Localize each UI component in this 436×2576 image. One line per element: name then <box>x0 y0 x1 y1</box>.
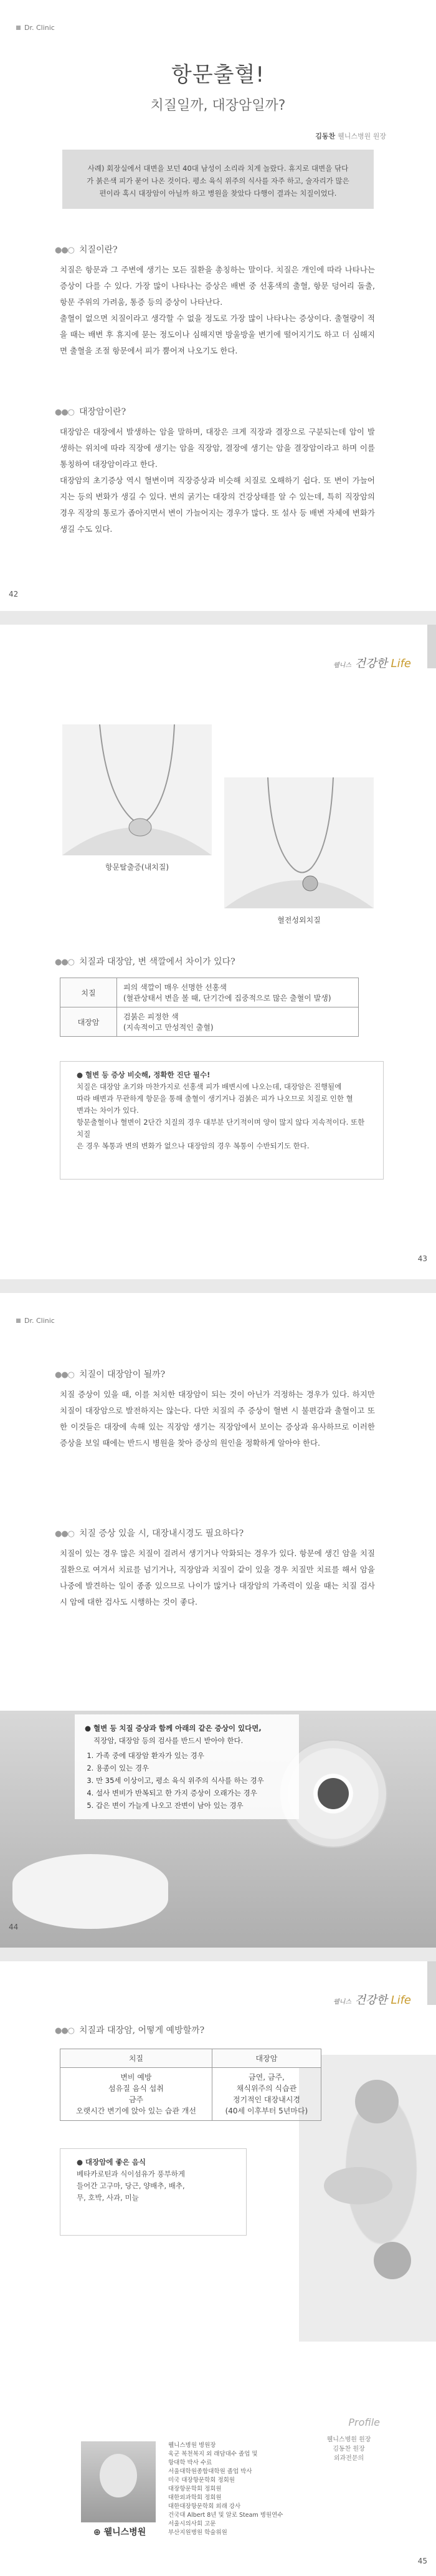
table-cell <box>212 2068 321 2121</box>
profile-side-line: 웰니스병원 원장 <box>326 2436 371 2443</box>
warning-title-text: 혈변 등 치질 증상과 함께 아래의 같은 증상이 있다면, <box>93 1724 262 1733</box>
cell-line: 섬유질 음식 섭취 <box>108 2084 164 2093</box>
row-value <box>117 1007 359 1037</box>
bathroom-photo <box>0 1711 436 1948</box>
compare1-table <box>60 978 359 1037</box>
section-heading-text: 치질과 대장암, 변 색깔에서 차이가 있다? <box>79 957 235 967</box>
paragraph: 대장암은 대장에서 발생하는 암을 말하며, 대장은 크게 직장과 결장으로 구분되는데 암이 발생하는 위치에 따라 직장에 생기는 암을 직장암, 결장에 생기는 암을 결장암이라고 하며 이를 통칭하여 대장암이라고 한다. <box>60 427 375 469</box>
column-header: 치질 <box>60 2049 212 2068</box>
list-item: 2. 용종이 있는 경우 <box>96 1762 289 1774</box>
note-line: 은 경우 복통과 변의 변화가 없으나 대장암의 경우 복통이 수반되기도 한다. <box>77 1141 310 1150</box>
brand-life: Life <box>391 1994 411 2007</box>
corner-bar <box>427 1961 436 2005</box>
food-title-text: 대장암에 좋은 음식 <box>85 2158 146 2166</box>
table-row <box>60 2068 321 2121</box>
toilet-image <box>12 1854 168 1929</box>
career-line: 서울시의사회 고문 <box>168 2521 216 2527</box>
list-item: 5. 갑은 변이 가늘게 나오고 잔변이 남아 있는 경우 <box>96 1799 289 1812</box>
note-title-text: 혈변 등 증상 비슷해, 정확한 진단 필수! <box>85 1070 211 1079</box>
section-heading-colon-cancer <box>55 405 126 418</box>
intro-box <box>62 150 374 209</box>
hospital-logo-icon: ⊕ <box>93 2527 104 2537</box>
tomato-shape <box>355 2080 399 2123</box>
section-body-colonoscopy: 치질이 있는 경우 많은 치질이 걸려서 생기거나 악화되는 경우가 있다. 항문에 생긴 암을 치질 질환으로 여겨서 치료를 넘기거나, 직장암과 치질이 같이 있을 경우 치질만 치료를 해서 암을 나중에 발견하는 일이 종종 있으므로 나이가 많거나 대장암의 가족력이 있을 때는 치질 검사 시 암에 대한 검사도 시행하는 것이 좋다. <box>60 1549 375 1607</box>
list-item: 1. 가족 중에 대장암 환자가 있는 경우 <box>96 1749 289 1762</box>
note-line: 치질은 대장암 초기와 마찬가지로 선홍색 피가 배변시에 나오는데, 대장암은 진행될에 <box>77 1082 342 1091</box>
hospital-logo <box>93 2526 146 2538</box>
cell-line: (지속적이고 만성적인 출혈) <box>123 1023 214 1032</box>
intro-line: 가 붉은색 피가 묻어 나온 것이다. 평소 육식 위주의 식사를 자주 하고, 술자리가 많은 <box>87 176 349 185</box>
page-42 <box>0 0 436 611</box>
warning-title <box>85 1722 289 1734</box>
cell-line: 오랫시간 변기에 앉아 있는 습관 개선 <box>75 2107 196 2115</box>
toilet-paper-core <box>318 1778 349 1809</box>
table-row <box>60 978 359 1007</box>
note-line: 따라 배변과 무관하게 항문을 통해 출혈이 생기거나 검붉은 피가 나오므로 치질로 인한 혈 <box>77 1094 353 1103</box>
section-tag-text: Dr. Clinic <box>24 24 55 32</box>
paragraph: 치질은 항문과 그 주변에 생기는 모든 질환을 총칭하는 말이다. 치질은 개인에 따라 나타나는 증상이 다를 수 있다. 가장 많이 나타나는 증상은 배변 중 선홍색의 출혈, 항문 덩어리 돌출, 항문 주위의 가려움, 통증 등의 증상이 나타난다. <box>60 265 375 307</box>
career-line: 건국대 Albert 8년 및 알로 Steam 병원연수 <box>168 2512 283 2519</box>
note-line: 항문출혈이나 혈변이 2단간 치질의 경우 대부분 단기적이며 양이 많지 않다 지속적이다. 또한 치질 <box>77 1118 365 1138</box>
cell-line: 검붉은 피정한 색 <box>123 1012 179 1021</box>
career-line: 육군 복천복지 외 래담대수 졸업 및 <box>168 2451 258 2458</box>
article-title: 항문출혈! <box>171 62 265 87</box>
intro-line: 편이라 혹시 대장암이 아닐까 하고 병원을 찾았다 다행이 결과는 치질이었다. <box>99 189 337 198</box>
brand-prefix: 웰니스 <box>333 1999 351 2006</box>
section-heading-text: 치질이 대장암이 될까? <box>79 1370 166 1380</box>
doctor-face <box>100 2454 137 2497</box>
brand-life: Life <box>391 657 411 670</box>
food-line: 베타카로틴과 식이섬유가 풍부하게 <box>77 2170 185 2178</box>
page-number: 45 <box>417 2557 427 2565</box>
section-heading-colonoscopy <box>55 1527 244 1539</box>
career-line: 서울대학원종합대학원 졸업 박사 <box>168 2468 252 2475</box>
hospital-logo-text: 웰니스병원 <box>103 2527 146 2537</box>
section-heading-hemorrhoids <box>55 243 118 256</box>
row-label: 치질 <box>60 978 117 1007</box>
anatomy-drawing <box>62 724 212 855</box>
food-box <box>60 2148 247 2236</box>
career-line: 웰니스병원 병원장 <box>168 2442 216 2449</box>
bullet-dots-icon: ●●○ <box>55 1370 75 1380</box>
section-heading-text: 대장암이란? <box>79 407 126 417</box>
section-heading-transform <box>55 1368 165 1380</box>
profile-label: Profile <box>348 2416 380 2428</box>
profile-side-line: 외과전문의 <box>333 2455 364 2462</box>
cell-line: 금주 <box>128 2095 144 2104</box>
page-gap <box>0 1279 436 1293</box>
cabbage-shape <box>324 2167 392 2204</box>
section-tag <box>16 1317 55 1325</box>
square-icon <box>16 26 21 30</box>
bullet-icon: ● <box>77 1070 86 1079</box>
row-label: 대장암 <box>60 1007 117 1037</box>
page-43 <box>0 625 436 1279</box>
section-body-hemorrhoids <box>60 262 375 359</box>
warning-subtitle: 직장암, 대장암 등의 검사를 반드시 받아야 한다. <box>93 1736 244 1745</box>
illustration-prolapse <box>62 724 212 855</box>
cell-line: 금연, 금주, <box>249 2073 285 2082</box>
page-gap <box>0 1948 436 1961</box>
page-number: 42 <box>9 590 19 598</box>
illustration-thrombosed <box>224 777 374 908</box>
food-title <box>77 2156 234 2168</box>
cell-line: (혈관상태서 변을 볼 때, 단기간에 집중적으로 많은 출혈이 발생) <box>123 994 331 1002</box>
author-affiliation: 웰니스병원 원장 <box>338 132 386 140</box>
illustration-caption-left: 항문탈출증(내치질) <box>105 863 169 872</box>
author-byline <box>315 131 386 141</box>
article-subtitle: 치질일까, 대장암일까? <box>150 98 286 113</box>
doctor-photo <box>81 2441 156 2522</box>
note-title <box>77 1069 371 1081</box>
career-line: 미국 대장항문학회 정회원 <box>168 2477 235 2484</box>
bullet-icon: ● <box>77 2158 86 2166</box>
column-header: 대장암 <box>212 2049 321 2068</box>
section-heading-text: 치질과 대장암, 어떻게 예방할까? <box>79 2026 205 2035</box>
compare2-table <box>60 2049 321 2121</box>
section-heading-text: 치질이란? <box>79 245 118 255</box>
anatomy-drawing <box>224 777 374 908</box>
warning-list <box>85 1749 289 1812</box>
profile-side-text <box>324 2435 374 2463</box>
compare1-heading <box>55 955 235 968</box>
list-item: 3. 만 35세 이상이고, 평소 육식 위주의 식사를 하는 경우 <box>96 1774 289 1787</box>
section-heading-text: 치질 증상 있을 시, 대장내시경도 필요하다? <box>79 1529 244 1539</box>
career-line: 항대학 박사 수료 <box>168 2459 212 2466</box>
corner-bar <box>427 625 436 668</box>
cell-line: 정기적인 대장내시경 <box>232 2095 301 2104</box>
page-number: 44 <box>9 1923 19 1931</box>
paragraph: 대장암의 초기증상 역시 혈변이며 직장증상과 비슷해 치질로 오해하기 쉽다. 또 변이 가늘어지는 등의 변화가 생길 수 있다. 변의 굵기는 대장의 건강상태를 알 수 있는데, 특히 직장암의 경우 직장의 통로가 좁아지면서 변이 가늘어지는 경우가 많다. 또 설사 등 배변 자체에 변화가 생길 수도 있다. <box>60 476 375 534</box>
profile-career <box>168 2441 293 2537</box>
bullet-dots-icon: ●●○ <box>55 2026 75 2035</box>
bullet-dots-icon: ●●○ <box>55 1529 75 1539</box>
compare2-heading <box>55 2024 204 2036</box>
author-name: 김동찬 <box>315 132 336 140</box>
section-body-transform: 치질 증상이 있을 때, 이를 처치한 대장암이 되는 것이 아닌가 걱정하는 경우가 있다. 하지만 치질이 대장암으로 발전하지는 않는다. 다만 치질의 주 증상이 혈변 시 불편감과 출혈이고 또한 이것들은 대장에 속해 있는 직장암 생기는 직장암에서 보이는 증상과 유사하므로 이러한 증상을 보일 때에는 반드시 병원을 찾아 증상의 원인을 정확하게 알아야 한다. <box>60 1390 375 1448</box>
fruit-shape <box>374 2242 411 2279</box>
bullet-dots-icon: ●●○ <box>55 408 75 417</box>
intro-line: 사례) 회장실에서 대변을 보던 40대 남성이 소리라 치게 놀랐다. 휴지로 대변을 닦다 <box>87 164 349 173</box>
page-number: 43 <box>417 1254 427 1263</box>
brand-word: 건강한 <box>354 1994 387 2007</box>
career-line: 대한대장항문학회 외래 강사 <box>168 2503 241 2510</box>
note-box <box>60 1061 384 1180</box>
note-line: 변과는 차이가 있다. <box>77 1106 139 1115</box>
list-item: 4. 설사 변비가 반복되고 한 가지 증상이 오래가는 경우 <box>96 1787 289 1799</box>
cell-line: (40세 이후부터 5년마다) <box>225 2107 308 2115</box>
cell-line: 피의 색깔이 매우 선명한 선홍색 <box>123 983 227 992</box>
paragraph: 출혈이 없으면 치질이라고 생각할 수 없을 정도로 가장 많이 나타나는 증상이다. 출혈량이 적을 때는 배변 후 휴지에 묻는 정도이나 심해지면 방울방울 변기에 떨어지기도 하고 더 심해지면 출혈을 조절 항문에서 피가 뿜어져 나오기도 한다. <box>60 314 375 355</box>
bullet-dots-icon: ●●○ <box>55 958 75 967</box>
corner-brand <box>333 655 411 671</box>
square-icon <box>16 1319 21 1323</box>
page-45 <box>0 1961 436 2576</box>
bullet-dots-icon: ●●○ <box>55 246 75 255</box>
food-line: 들어간 고구마, 당근, 양배추, 배추, <box>77 2181 185 2190</box>
career-line: 부산지원병원 학술위원 <box>168 2529 227 2536</box>
food-line: 무, 호박, 사과, 미늘 <box>77 2193 139 2202</box>
brand-word: 건강한 <box>354 657 387 670</box>
corner-brand <box>333 1991 411 2007</box>
table-row <box>60 1007 359 1037</box>
page-gap <box>0 611 436 625</box>
table-header-row <box>60 2049 321 2068</box>
cell-line: 변비 예방 <box>120 2073 152 2082</box>
bullet-icon: ● <box>85 1724 94 1733</box>
page-44 <box>0 1293 436 1948</box>
brand-prefix: 웰니스 <box>333 662 351 669</box>
row-value <box>117 978 359 1007</box>
career-line: 대한외과학회 정회원 <box>168 2494 222 2501</box>
career-line: 대장항문학회 정회원 <box>168 2486 222 2492</box>
warning-box <box>75 1714 299 1819</box>
section-tag-text: Dr. Clinic <box>24 1317 55 1325</box>
table-cell <box>60 2068 212 2121</box>
section-tag <box>16 24 55 32</box>
profile-side-line: 김동찬 원장 <box>333 2446 365 2453</box>
cell-line: 채식위주의 식습관 <box>236 2084 297 2093</box>
illustration-caption-right: 혈전성외치질 <box>277 916 321 925</box>
section-body-colon-cancer <box>60 424 375 537</box>
